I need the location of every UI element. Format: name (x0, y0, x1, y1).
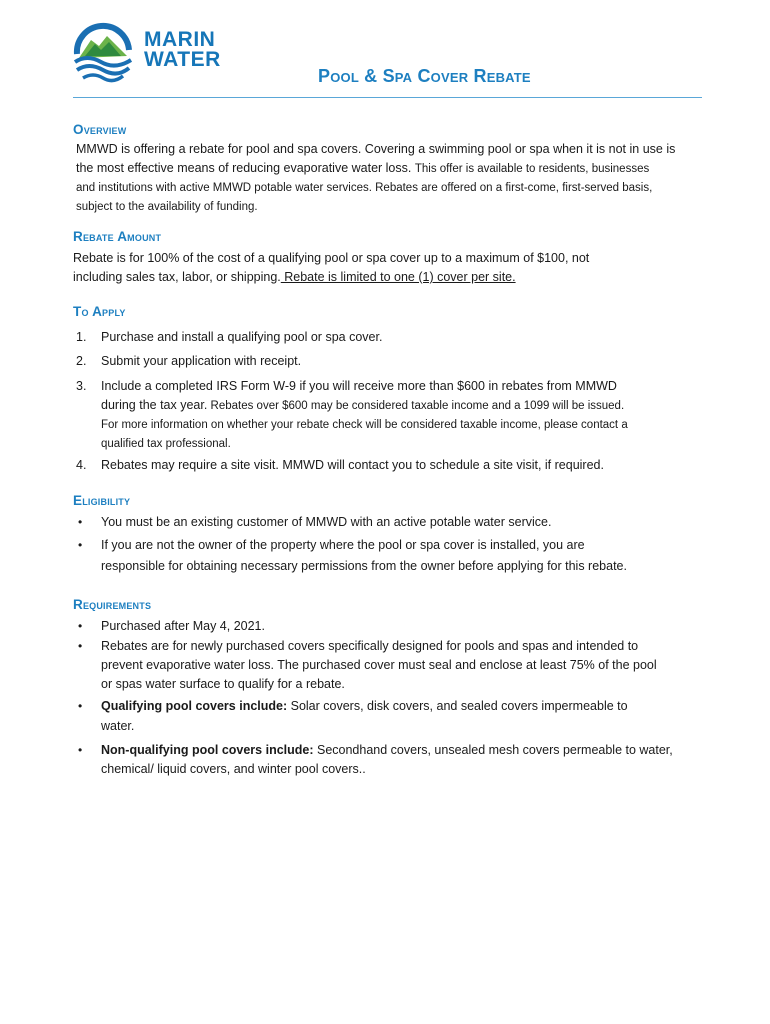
overview-line-3: and institutions with active MMWD potable water services. Rebates are offered on a first-come, first-served basis, (76, 182, 653, 194)
document-title: Pool & Spa Cover Rebate (318, 66, 531, 86)
overview-line-4: subject to the availability of funding. (76, 201, 258, 213)
requirement-item: • Non-qualifying pool covers include: Secondhand covers, unsealed mesh covers permeable to water, chemical/ liquid covers, and winter pool covers.. (78, 743, 673, 776)
marin-water-logo (71, 20, 221, 88)
overview-text (76, 140, 726, 217)
apply-step-1: 1. Purchase and install a qualifying pool or spa cover. (76, 330, 383, 344)
overview-line-1: MMWD is offering a rebate for pool and spa covers. Covering a swimming pool or spa when it is not in use is (76, 142, 676, 156)
requirement-item: • Rebates are for newly purchased covers specifically designed for pools and spas and intended to prevent evaporative water loss. The purchased cover must seal and enclose at least 75% of the pool or spas water surface to qualify for a rebate. (78, 639, 657, 691)
apply-step-3: 3. Include a completed IRS Form W-9 if you will receive more than $600 in rebates from MMWD during the tax year. Rebates over $600 may be considered taxable income and a 1099 will be issued. For more information on whether your rebate check will be considered taxable income, please contact a qualified tax professional. (76, 379, 628, 450)
apply-step-4: 4. Rebates may require a site visit. MMWD will contact you to schedule a site visit, if required. (76, 458, 604, 472)
bullet-icon: • (78, 515, 83, 529)
requirement-item: • Purchased after May 4, 2021. (76, 617, 716, 636)
bullet-icon: • (78, 639, 83, 653)
rebate-amount-line-2: including sales tax, labor, or shipping. Rebate is limited to one (1) cover per site. (73, 270, 516, 284)
brand-line-2: WATER (144, 48, 221, 71)
overview-heading: Overview (73, 122, 127, 137)
requirements-heading: Requirements (73, 597, 152, 612)
bullet-icon: • (78, 743, 83, 757)
bullet-icon: • (78, 538, 83, 552)
overview-line-2: the most effective means of reducing evaporative water loss. This offer is available to residents, businesses (76, 161, 650, 175)
logo-mark-icon (71, 20, 135, 84)
rebate-amount-line-1: Rebate is for 100% of the cost of a qualifying pool or spa cover up to a maximum of $100, not (73, 251, 590, 265)
requirement-item: • Qualifying pool covers include: Solar covers, disk covers, and sealed covers impermeable to water. (76, 696, 716, 736)
bullet-icon: • (78, 619, 83, 633)
rebate-amount-text (73, 249, 723, 287)
brand-line-1: MARIN (144, 28, 216, 51)
title-divider (73, 97, 702, 98)
eligibility-item: • If you are not the owner of the property where the pool or spa cover is installed, you are responsible for obtaining necessary permissions from the owner before applying for this rebate. (76, 535, 716, 577)
bullet-icon: • (78, 699, 83, 713)
rebate-amount-heading: Rebate Amount (73, 229, 162, 244)
eligibility-heading: Eligibility (73, 493, 131, 508)
apply-step-2: 2. Submit your application with receipt. (76, 354, 302, 368)
brand-name (144, 30, 221, 70)
eligibility-item: • You must be an existing customer of MMWD with an active potable water service. (76, 513, 716, 532)
to-apply-heading: To Apply (73, 304, 126, 319)
